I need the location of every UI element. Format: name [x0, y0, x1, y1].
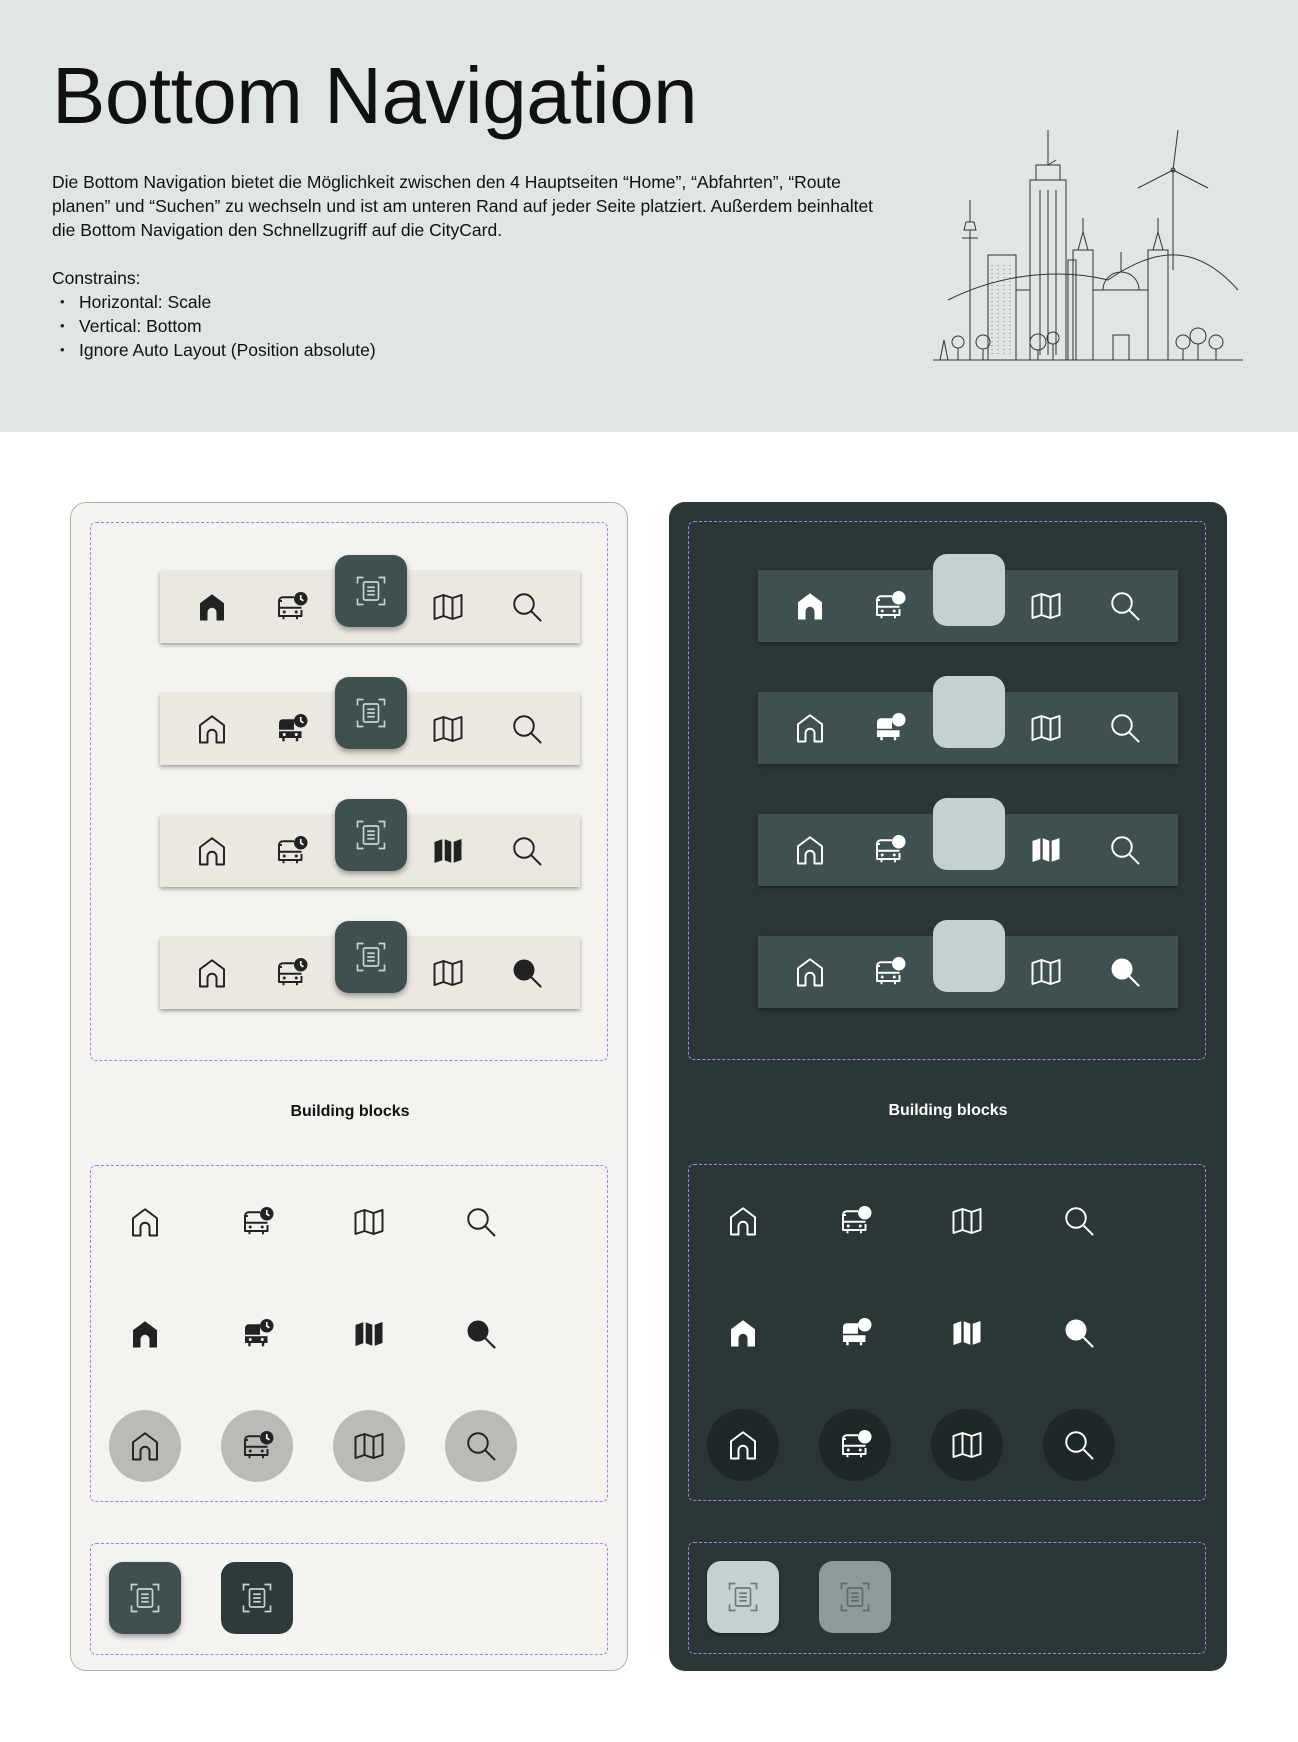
page-title: Bottom Navigation — [52, 51, 698, 140]
home-icon — [707, 1185, 779, 1257]
departures-icon[interactable] — [871, 954, 907, 990]
departures-pressed-icon — [221, 1410, 293, 1482]
search-icon[interactable] — [1107, 710, 1143, 746]
building-blocks-label: Building blocks — [888, 1102, 1008, 1119]
departures-icon[interactable] — [273, 711, 309, 747]
map-pressed-icon — [931, 1409, 1003, 1481]
dark-theme-panel — [669, 502, 1227, 1671]
constraints-block — [52, 266, 376, 362]
search-filled-icon — [445, 1298, 517, 1370]
home-filled-icon — [707, 1297, 779, 1369]
citycard-button[interactable] — [933, 554, 1005, 626]
departures-icon[interactable] — [871, 832, 907, 868]
building-blocks-icons-frame — [90, 1165, 608, 1502]
map-pressed-icon — [333, 1410, 405, 1482]
citycard-button[interactable] — [335, 555, 407, 627]
departures-filled-icon — [819, 1297, 891, 1369]
home-icon[interactable] — [792, 832, 828, 868]
departures-icon[interactable] — [273, 833, 309, 869]
home-pressed-icon — [109, 1410, 181, 1482]
constraint-item: • Horizontal: Scale — [52, 290, 376, 314]
departures-icon[interactable] — [273, 955, 309, 991]
home-icon[interactable] — [194, 955, 230, 991]
bottom-navigation-search-active — [160, 937, 580, 1009]
citycard-button-default[interactable] — [109, 1562, 181, 1634]
citycard-button-pressed[interactable] — [819, 1561, 891, 1633]
map-icon[interactable] — [430, 589, 466, 625]
search-icon — [1043, 1185, 1115, 1257]
home-pressed-icon — [707, 1409, 779, 1481]
building-blocks-label: Building blocks — [290, 1103, 410, 1120]
map-icon[interactable] — [1028, 832, 1064, 868]
departures-icon — [221, 1186, 293, 1258]
home-icon — [109, 1186, 181, 1258]
city-skyline-illustration — [928, 120, 1248, 370]
bottom-navigation-search-active — [758, 936, 1178, 1008]
home-icon[interactable] — [194, 589, 230, 625]
search-icon — [445, 1186, 517, 1258]
header-section — [0, 0, 1298, 432]
search-filled-icon — [1043, 1297, 1115, 1369]
citycard-button[interactable] — [933, 920, 1005, 992]
citycard-buttons-frame — [90, 1543, 608, 1655]
citycard-button[interactable] — [335, 921, 407, 993]
bottom-navigation-map-active — [160, 815, 580, 887]
constraints-list — [52, 290, 376, 362]
map-icon[interactable] — [430, 711, 466, 747]
home-icon[interactable] — [792, 710, 828, 746]
departures-icon[interactable] — [273, 589, 309, 625]
nav-variants-frame — [90, 522, 608, 1061]
map-icon[interactable] — [430, 833, 466, 869]
light-theme-panel — [70, 502, 628, 1671]
map-icon[interactable] — [1028, 588, 1064, 624]
constraint-item: • Ignore Auto Layout (Position absolute) — [52, 338, 376, 362]
map-icon[interactable] — [430, 955, 466, 991]
search-icon[interactable] — [509, 589, 545, 625]
home-icon[interactable] — [194, 711, 230, 747]
departures-icon[interactable] — [871, 588, 907, 624]
search-icon[interactable] — [509, 833, 545, 869]
departures-icon — [819, 1185, 891, 1257]
departures-filled-icon — [221, 1298, 293, 1370]
citycard-button-pressed[interactable] — [221, 1562, 293, 1634]
home-icon[interactable] — [792, 588, 828, 624]
departures-pressed-icon — [819, 1409, 891, 1481]
search-pressed-icon — [445, 1410, 517, 1482]
departures-icon[interactable] — [871, 710, 907, 746]
citycard-button[interactable] — [933, 798, 1005, 870]
citycard-button[interactable] — [335, 677, 407, 749]
map-filled-icon — [333, 1298, 405, 1370]
map-filled-icon — [931, 1297, 1003, 1369]
map-icon — [333, 1186, 405, 1258]
citycard-button[interactable] — [335, 799, 407, 871]
citycard-button[interactable] — [933, 676, 1005, 748]
search-icon[interactable] — [509, 955, 545, 991]
citycard-button-default[interactable] — [707, 1561, 779, 1633]
constraints-heading: Constrains: — [52, 268, 141, 288]
bottom-navigation-departures-active — [758, 692, 1178, 764]
search-pressed-icon — [1043, 1409, 1115, 1481]
citycard-buttons-frame — [688, 1542, 1206, 1654]
search-icon[interactable] — [1107, 588, 1143, 624]
search-icon[interactable] — [1107, 832, 1143, 868]
bottom-navigation-home-active — [758, 570, 1178, 642]
description-text: Die Bottom Navigation bietet die Möglichkeit zwischen den 4 Hauptseiten “Home”, “Abfahrten”, “Route planen” und “Suchen” zu wechseln und ist am unteren Rand auf jeder Seite platziert. Außerdem beinhaltet die Bottom Navigation den Schnellzugriff auf die CityCard. — [52, 172, 874, 240]
building-blocks-icons-frame — [688, 1164, 1206, 1501]
bottom-navigation-map-active — [758, 814, 1178, 886]
bottom-navigation-home-active — [160, 571, 580, 643]
search-icon[interactable] — [1107, 954, 1143, 990]
home-icon[interactable] — [194, 833, 230, 869]
home-icon[interactable] — [792, 954, 828, 990]
search-icon[interactable] — [509, 711, 545, 747]
home-filled-icon — [109, 1298, 181, 1370]
bottom-navigation-departures-active — [160, 693, 580, 765]
constraint-item: • Vertical: Bottom — [52, 314, 376, 338]
map-icon[interactable] — [1028, 954, 1064, 990]
map-icon — [931, 1185, 1003, 1257]
nav-variants-frame — [688, 521, 1206, 1060]
map-icon[interactable] — [1028, 710, 1064, 746]
